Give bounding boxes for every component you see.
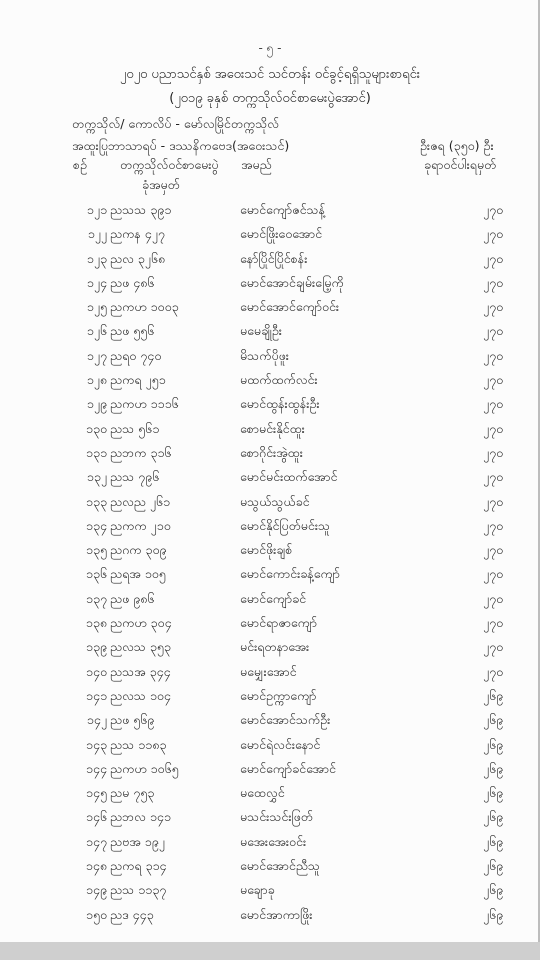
row-number: ၁၃၀ <box>85 420 107 436</box>
column-header-roll: တက္ကသိုလ်ဝင်စာမေးပွဲ <box>120 157 219 172</box>
score-cell: ၂၇၀ <box>483 615 504 631</box>
roll-number: ညလ ၃၂၆၈ <box>110 250 166 266</box>
row-number: ၁၄၈ <box>85 858 107 874</box>
table-row <box>0 540 540 564</box>
score-cell: ၂၆၉ <box>483 858 504 874</box>
roll-number: ညသအ ၃၄၄ <box>110 663 171 679</box>
table-row <box>0 759 540 783</box>
table-row <box>0 370 540 394</box>
roll-number: ညဖ ၄၈၆ <box>110 274 155 290</box>
table-row <box>0 200 540 224</box>
row-number: ၁၂၃ <box>86 250 107 266</box>
row-number: ၁၃၆ <box>85 566 107 582</box>
table-row <box>0 856 540 880</box>
table-row <box>0 807 540 831</box>
row-number: ၁၃၇ <box>85 590 107 606</box>
score-cell: ၂၇၀ <box>483 493 504 509</box>
student-name: နော်ပြိုင်ပြိုင်စန်း <box>240 250 308 266</box>
roll-number: ညသ ၅၆၁ <box>110 420 160 436</box>
student-name: မောင်အာကာဖြိုး <box>240 906 313 922</box>
score-cell: ၂၇၀ <box>483 444 504 460</box>
score-cell: ၂၇၀ <box>483 347 504 363</box>
student-name: မောင်အောင်သက်ဦး <box>240 712 331 728</box>
table-row <box>0 394 540 418</box>
roll-number: ညလည ၂၆၁ <box>110 493 171 509</box>
table-row <box>0 662 540 686</box>
roll-number: ညရ၀ ၇၄၀ <box>110 347 162 363</box>
major-line: အထူးပြုဘာသာရပ် - ဒဿနိကဗေဒ(အဝေးသင်) <box>72 138 290 153</box>
score-cell: ၂၇၀ <box>483 226 504 242</box>
roll-number: ညကရ ၂၅၁ <box>110 372 166 388</box>
score-cell: ၂၆၉ <box>483 687 504 703</box>
row-number: ၁၃၉ <box>85 639 107 655</box>
roll-number: ညဖ ၉၈၆ <box>110 590 155 606</box>
table-row <box>0 273 540 297</box>
score-cell: ၂၇၀ <box>483 663 504 679</box>
table-row <box>0 492 540 516</box>
row-number: ၁၃၂ <box>86 469 107 485</box>
roll-number: ညဂက ၃၀၉ <box>110 542 167 558</box>
university-line: တက္ကသိုလ်/ ကောလိပ် - မော်လမြိုင်တက္ကသိုလ် <box>72 116 280 131</box>
row-number: ၁၄၂ <box>86 712 107 728</box>
table-row <box>0 297 540 321</box>
student-name: မောင်ဖြိုးဝေအောင် <box>240 226 323 242</box>
row-number: ၁၄၆ <box>85 809 107 825</box>
score-header-line1: ဦးဇရ (၃၅၀) ဦး <box>420 138 494 153</box>
table-row <box>0 249 540 273</box>
student-name: မောင်ဖိုးချစ် <box>240 542 293 558</box>
score-cell: ၂၇၀ <box>483 542 504 558</box>
student-name: မင်းရတနာအေး <box>240 639 310 655</box>
row-number: ၁၂၁ <box>86 202 107 217</box>
student-name: မသွယ်သွယ်ခင် <box>240 493 310 509</box>
score-cell: ၂၇၀ <box>483 517 504 533</box>
row-number: ၁၂၆ <box>86 323 107 339</box>
row-number: ၁၄၉ <box>85 882 107 898</box>
table-row <box>0 321 540 345</box>
table-row <box>0 467 540 491</box>
student-name: မအေးအေးဝင်း <box>240 833 307 849</box>
student-name: မမျှေးအောင် <box>240 663 297 679</box>
score-cell: ၂၇၀ <box>483 202 504 217</box>
score-cell: ၂၆၉ <box>483 760 504 776</box>
student-name: မချောခု <box>240 882 275 898</box>
column-header-roll-line2: ခုံအမှတ် <box>142 177 180 192</box>
student-name: မောင်အောင်ချမ်းမြေ့ကို <box>240 274 344 290</box>
table-row <box>0 346 540 370</box>
student-name: မထက်ထက်လင်း <box>240 372 318 388</box>
roll-number: ညကန ၄၂၇ <box>110 226 165 242</box>
student-name: မောင်အောင်ကျော်ဝင်း <box>240 299 340 315</box>
table-row <box>0 735 540 759</box>
student-name: စောမင်းနိုင်ထူး <box>240 420 305 436</box>
roll-number: ညကဟ ၁၀၆၅ <box>110 760 179 776</box>
roll-number: ညဒ ၄၄၃ <box>110 906 154 922</box>
row-number: ၁၂၅ <box>86 299 107 315</box>
row-number: ၁၄၅ <box>85 785 107 801</box>
roll-number: ညလသ ၃၅၃ <box>110 639 171 655</box>
roll-number: ညမ ၇၅၃ <box>110 785 155 801</box>
roll-number: ညသ ၁၁၃၇ <box>110 882 167 898</box>
row-number: ၁၄၄ <box>85 760 107 776</box>
student-name: မိသက်ပိုဖူး <box>240 347 289 363</box>
student-name: မသင်းသင်းဖြတ် <box>240 809 313 825</box>
student-name: မောင်ကျော်ဇင်သန့် <box>240 202 326 217</box>
roll-number: ညသ ၇၉၆ <box>110 469 160 485</box>
score-cell: ၂၇၀ <box>483 469 504 485</box>
student-name: မောင်ကျော်ခင် <box>240 590 307 606</box>
page-title: ၂၀၂၀ ပညာသင်နှစ် အဝေးသင် သင်တန်း ဝင်ခွင့်ရရှိသူများစာရင်း <box>119 67 421 82</box>
table-row <box>0 443 540 467</box>
roll-number: ညဗအ ၁၉၂ <box>110 833 165 849</box>
roll-number: ညကက ၂၁၀ <box>110 517 171 533</box>
table-row <box>0 613 540 637</box>
score-cell: ၂၇၀ <box>483 590 504 606</box>
table-row <box>0 637 540 661</box>
row-number: ၁၂၉ <box>86 396 107 412</box>
student-name: မောင်ကျော်ခင်အောင် <box>240 760 336 776</box>
student-name: မောင်မင်းထက်အောင် <box>240 469 338 485</box>
table-row <box>0 832 540 856</box>
score-cell: ၂၇၀ <box>483 299 504 315</box>
student-name: မထေလွှင် <box>240 785 285 801</box>
roll-number: ညဘက ၃၁၆ <box>110 444 172 460</box>
table-row <box>0 419 540 443</box>
score-cell: ၂၆၉ <box>483 736 504 752</box>
score-cell: ၂၆၉ <box>483 712 504 728</box>
table-row <box>0 880 540 904</box>
roll-number: ညကဟ ၁၁၁၆ <box>110 396 179 412</box>
table-row <box>0 589 540 613</box>
roll-number: ညကဟ ၁၀၀၃ <box>110 299 179 315</box>
roll-number: ညဘလ ၁၄၁ <box>110 809 171 825</box>
roll-number: ညရအ ၁၀၅ <box>110 566 166 582</box>
student-name: မောင်နိုင်ပြတ်မင်းသူ <box>240 517 331 533</box>
student-name: မောင်ဥက္ကာကျော် <box>240 687 317 703</box>
student-name: မောင်အောင်ညီသူ <box>240 858 321 874</box>
score-cell: ၂၇၀ <box>483 566 504 582</box>
table-row <box>0 905 540 929</box>
score-cell: ၂၆၉ <box>483 833 504 849</box>
score-cell: ၂၆၉ <box>483 809 504 825</box>
roll-number: ညကဟ ၃၀၄ <box>110 615 172 631</box>
student-name: စောဂိုင်းအွဲထူး <box>240 444 303 460</box>
row-number: ၁၃၄ <box>85 517 107 533</box>
results-table <box>0 200 540 929</box>
row-number: ၁၄၇ <box>85 833 107 849</box>
row-number: ၁၃၁ <box>85 444 107 460</box>
roll-number: ညလသ ၁၀၄ <box>110 687 171 703</box>
student-name: မောင်ရာဇာကျော် <box>240 615 318 631</box>
column-header-name: အမည် <box>241 157 272 172</box>
row-number: ၁၃၈ <box>85 615 107 631</box>
score-cell: ၂၇၀ <box>483 323 504 339</box>
score-cell: ၂၇၀ <box>483 420 504 436</box>
score-cell: ၂၇၀ <box>483 274 504 290</box>
row-number: ၁၃၃ <box>85 493 107 509</box>
score-header-line2: ခုရာဝင်ပါးရမှတ် <box>424 157 497 172</box>
roll-number: ညသ ၁၁၈၃ <box>110 736 167 752</box>
student-name: မောင်ကောင်းခန့်ကျော် <box>240 566 340 582</box>
score-cell: ၂၆၉ <box>483 785 504 801</box>
row-number: ၁၂၄ <box>86 274 107 290</box>
row-number: ၁၄၁ <box>85 687 107 703</box>
student-name: မောင်ရဲလင်းနောင် <box>240 736 321 752</box>
row-number: ၁၃၅ <box>85 542 107 558</box>
table-row <box>0 710 540 734</box>
roll-number: ညကရ ၃၁၄ <box>110 858 167 874</box>
row-number: ၁၂၇ <box>86 347 107 363</box>
roll-number: ညဖ ၅၅၆ <box>110 323 155 339</box>
score-cell: ၂၇၀ <box>483 396 504 412</box>
column-header-no: စဉ် <box>73 157 87 172</box>
row-number: ၁၄၃ <box>85 736 107 752</box>
row-number: ၁၄၀ <box>85 663 107 679</box>
table-row <box>0 564 540 588</box>
page-subtitle: (၂၀၁၉ ခုနှစ် တက္ကသိုလ်ဝင်စာမေးပွဲအောင်) <box>169 91 371 106</box>
table-row <box>0 224 540 248</box>
row-number: ၁၅၀ <box>85 906 107 922</box>
score-cell: ၂၇၀ <box>483 372 504 388</box>
page-number: - ၅ - <box>258 41 282 55</box>
roll-number: ညဖ ၅၆၉ <box>110 712 155 728</box>
bottom-strip <box>0 942 540 960</box>
table-row <box>0 686 540 710</box>
row-number: ၁၂၂ <box>87 226 107 242</box>
score-cell: ၂၆၉ <box>483 906 504 922</box>
student-name: မမေချိုဦး <box>240 323 282 339</box>
score-cell: ၂၇၀ <box>483 250 504 266</box>
roll-number: ညသသ ၃၉၁ <box>110 202 172 217</box>
table-row <box>0 516 540 540</box>
student-name: မောင်ထွန်းထွန်းဦး <box>240 396 320 412</box>
row-number: ၁၂၈ <box>86 372 107 388</box>
score-cell: ၂၆၉ <box>483 882 504 898</box>
table-row <box>0 783 540 807</box>
score-cell: ၂၇၀ <box>483 639 504 655</box>
